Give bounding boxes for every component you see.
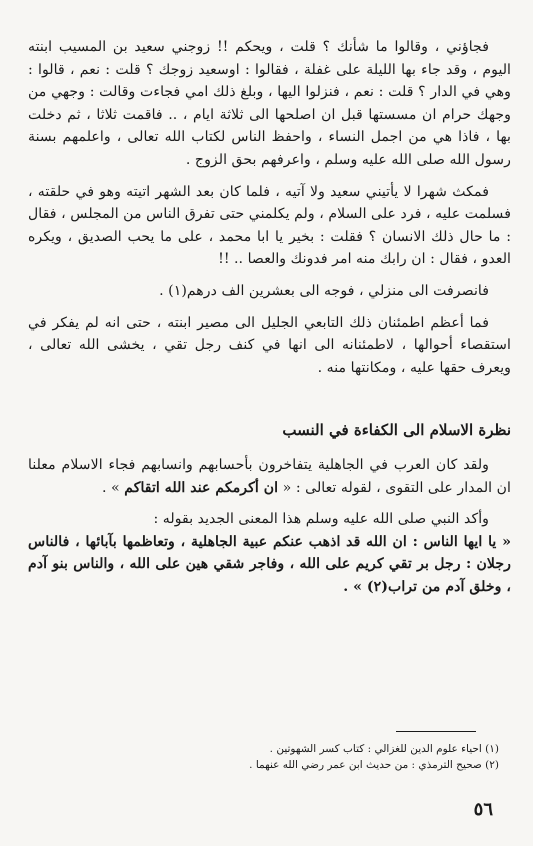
footnote-2: (٢) صحيح الترمذي : من حديث ابن عمر رضي الله عنهما . [249, 759, 499, 771]
paragraph-story-4: فما أعظم اطمئنان ذلك التابعي الجليل الى مصير ابنته ، حتى انه لم يفكر في استقصاء أحوالها ، لاطمئنانه الى انها في كنف رجل تقي ، يخشى الله تعالى ، ويعرف حقها عليه ، ومكانتها منه . [28, 314, 511, 376]
paragraph-quran [28, 454, 511, 499]
paragraph-story-1: فجاؤني ، وقالوا ما شأنك ؟ قلت ، ويحكم !! زوجني سعيد بن المسيب ابنته اليوم ، وقد جاء بها الليلة على غفلة ، فقالوا : اوسعيد زوجك ؟ قلت : نعم ، قالوا : وهي في الدار ؟ قلت : نعم ، فنزلوا اليها ، وبلغ ذلك امي فجاءت وقالت : وجهي من وجهك حرام ان مسستها قبل ان اصلحها الى ثلاثة ايام ، .. فاقمت ثلاثا ، ثم دخلت بها ، فاذا هي من اجمل النساء ، واحفظ الناس لكتاب الله تعالى ، واعلمهم بسنة رسول الله صلى الله عليه وسلم ، واعرفهم بحق الزوج . [28, 39, 511, 168]
footnote-separator [396, 731, 476, 732]
footnotes [59, 741, 499, 773]
section-heading: نظرة الاسلام الى الكفاءة في النسب [282, 421, 511, 440]
hadith-lead-text: وأكد النبي صلى الله عليه وسلم هذا المعنى الجديد بقوله : [153, 511, 489, 528]
page-body [28, 36, 511, 607]
hadith-quote: « يا ايها الناس : ان الله قد اذهب عنكم عبية الجاهلية ، وتعاظمها بآبائها ، فالناس رجلان : رجل بر تقي كريم على الله ، وفاجر شقي هين على الله ، والناس بنو آدم ، وخلق آدم من تراب(٢) » . [28, 533, 511, 595]
paragraph-hadith [28, 508, 511, 598]
quran-tail-text: » . [102, 479, 125, 496]
paragraph-story-2: فمكث شهرا لا يأتيني سعيد ولا آتيه ، فلما كان بعد الشهر اتيته وهو في حلقته ، فسلمت عليه ، فرد على السلام ، ولم يكلمني حتى تفرق الناس من المجلس ، فقال : ما حال ذلك الانسان ؟ فقلت : بخير يا ابا محمد ، على ما يحب الصديق ، ويكره العدو ، فقال : ان رابك منه امر فدونك والعصا .. !! [28, 183, 511, 268]
quran-verse: ان أكرمكم عند الله اتقاكم [124, 479, 279, 496]
footnote-1: (١) احياء علوم الدين للغزالي : كتاب كسر الشهوتين . [269, 743, 499, 755]
quran-lead-text: ولقد كان العرب في الجاهلية يتفاخرون بأحسابهم وانسابهم فجاء الاسلام معلنا ان المدار على التقوى ، لقوله تعالى : « [28, 456, 511, 496]
paragraph-story-3: فانصرفت الى منزلي ، فوجه الى بعشرين الف درهم(١) . [159, 282, 489, 299]
page-number: ٥٦ [473, 799, 493, 820]
